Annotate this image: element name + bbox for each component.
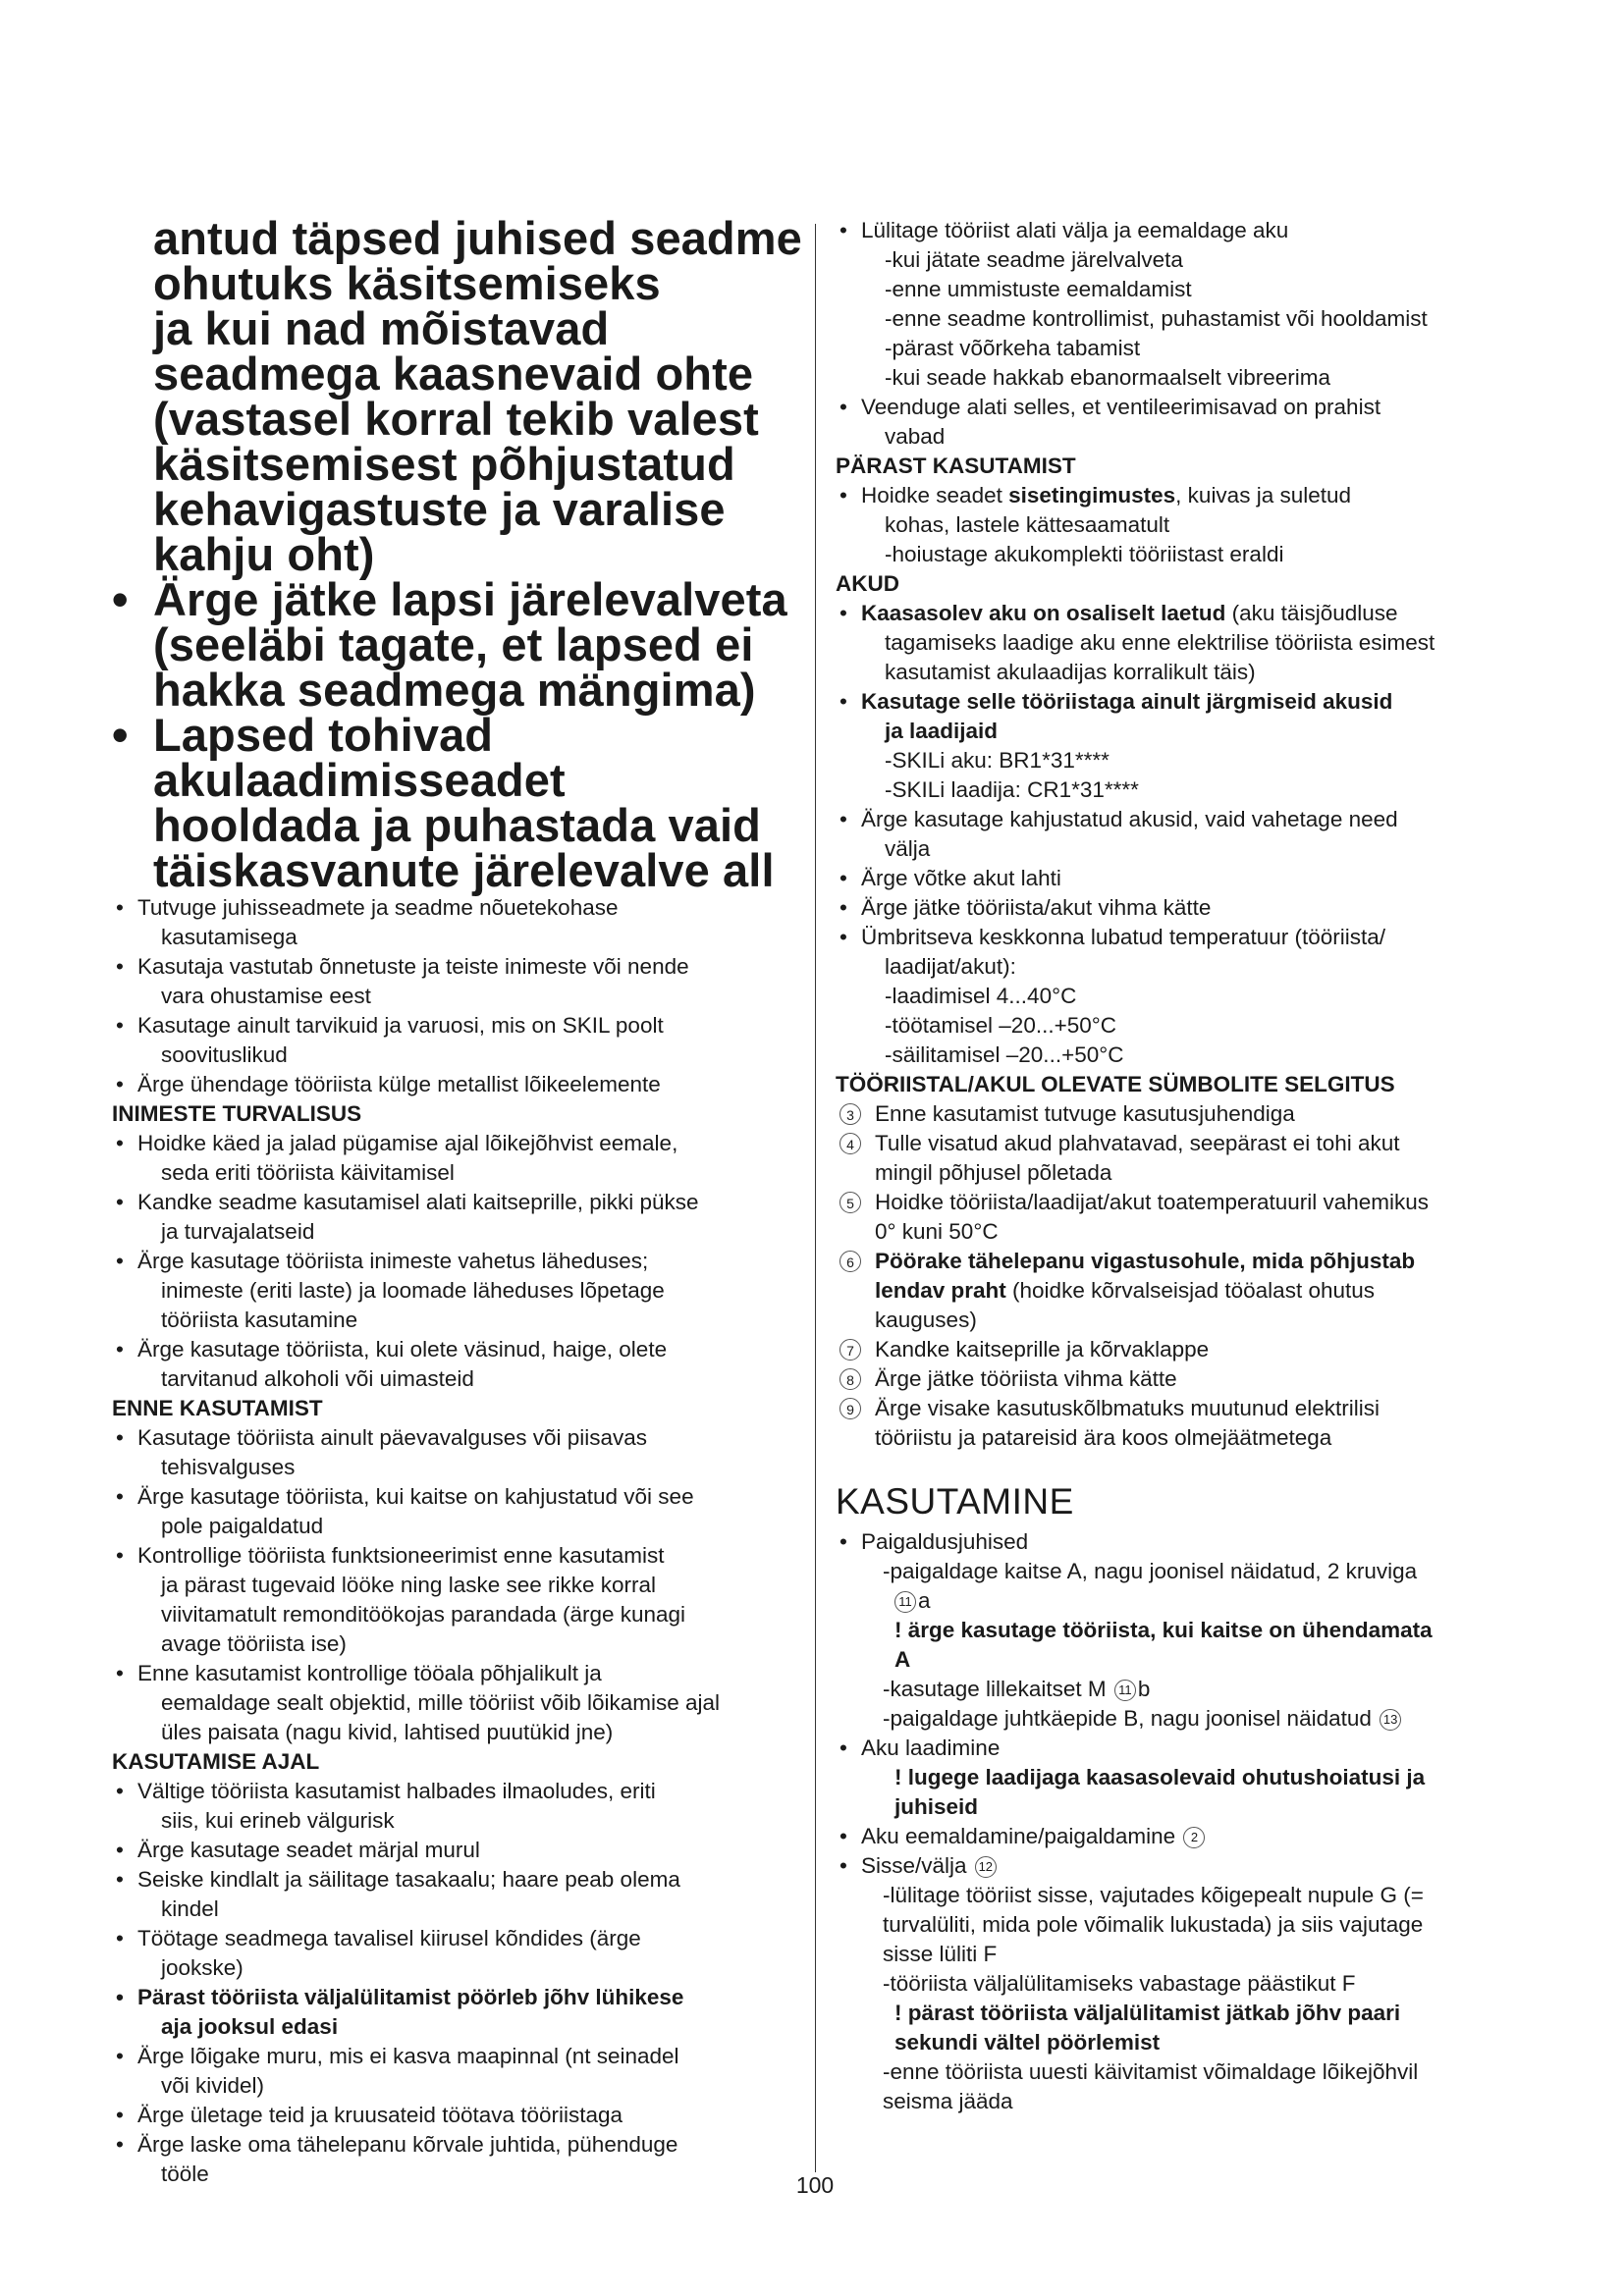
text-line: • Ärge kasutage kahjustatud akusid, vaid vahetage need bbox=[861, 807, 1398, 831]
section-heading: AKUD bbox=[836, 571, 899, 596]
text-line: (hoidke kõrvalseisjad tööalast ohutus bbox=[1005, 1278, 1375, 1303]
text-line: a bbox=[918, 1588, 931, 1613]
list-item bbox=[112, 1011, 805, 1070]
text-line: • Ärge lõigake muru, mis ei kasva maapinnal (nt seinadel bbox=[137, 2044, 679, 2068]
text-line: • Ärge kasutage tööriista, kui olete väsinud, haige, olete bbox=[137, 1337, 668, 1362]
text-line: Tulle visatud akud plahvatavad, seepärast ei tohi akut bbox=[875, 1131, 1400, 1155]
text-line: • Ärge kasutage tööriista inimeste vahetus läheduses; bbox=[137, 1249, 649, 1273]
text-line: • Kandke seadme kasutamisel alati kaitseprille, pikki pükse bbox=[137, 1190, 699, 1214]
text-line: seisma jääda bbox=[883, 2089, 1013, 2113]
text-line: • Veenduge alati selles, et ventileerimisavad on prahist bbox=[861, 395, 1381, 419]
text-line: • Ärge jätke lapsi järelevalveta bbox=[153, 573, 787, 625]
text-line: aja jooksul edasi bbox=[161, 2014, 339, 2039]
list-item bbox=[836, 805, 1528, 864]
text-line bbox=[836, 1586, 1528, 1616]
symbol-item bbox=[836, 1335, 1528, 1364]
text-line: sisetingimustes bbox=[1008, 483, 1176, 507]
text-line: Aku eemaldamine/paigaldamine bbox=[861, 1824, 1182, 1848]
text-line: • Kasutage ainult tarvikuid ja varuosi, mis on SKIL poolt bbox=[137, 1013, 664, 1038]
text-line: ja laadijaid bbox=[885, 719, 999, 743]
text-line: antud täpsed juhised seadme bbox=[153, 212, 802, 264]
list-item bbox=[836, 1734, 1528, 1763]
large-bullet bbox=[112, 709, 805, 896]
text-line: seadmega kaasnevaid ohte bbox=[153, 347, 754, 400]
list-item bbox=[836, 216, 1528, 393]
text-line: sisse lüliti F bbox=[883, 1942, 998, 1966]
section-heading: INIMESTE TURVALISUS bbox=[112, 1101, 362, 1126]
text-line: -SKILi aku: BR1*31**** bbox=[885, 748, 1110, 773]
text-line: -lülitage tööriist sisse, vajutades kõigepealt nupule G (= bbox=[883, 1883, 1424, 1907]
text-line: -enne tööriista uuesti käivitamist võimaldage lõikejõhvil bbox=[883, 2059, 1419, 2084]
text-line: -töötamisel –20...+50°C bbox=[885, 1013, 1116, 1038]
circled-number-icon: 12 bbox=[975, 1856, 997, 1878]
list-item bbox=[112, 1423, 805, 1482]
text-line: • Seiske kindlalt ja säilitage tasakaalu; haare peab olema bbox=[137, 1867, 680, 1892]
text-line: -kui jätate seadme järelvalveta bbox=[885, 247, 1183, 272]
list-item bbox=[112, 1070, 805, 1099]
text-line: • Ärge kasutage seadet märjal murul bbox=[137, 1838, 480, 1862]
list-item bbox=[112, 2042, 805, 2101]
symbol-item bbox=[836, 1188, 1528, 1247]
text-line bbox=[836, 1675, 1528, 1704]
text-line: (vastasel korral tekib valest bbox=[153, 393, 759, 445]
text-line: 0° kuni 50°C bbox=[875, 1219, 999, 1244]
text-line bbox=[861, 1851, 1528, 1881]
text-line: • Ärge jätke tööriista/akut vihma kätte bbox=[861, 895, 1212, 920]
left-column bbox=[112, 212, 805, 2189]
circled-number-icon: 7 bbox=[839, 1339, 861, 1361]
text-line: Pöörake tähelepanu vigastusohule, mida põhjustab bbox=[875, 1249, 1416, 1273]
text-line: -enne seadme kontrollimist, puhastamist või hooldamist bbox=[885, 306, 1428, 331]
text-line: -kui seade hakkab ebanormaalselt vibreerima bbox=[885, 365, 1330, 390]
text-line: • Ärge kasutage tööriista, kui kaitse on kahjustatud või see bbox=[137, 1484, 694, 1509]
text-line: tehisvalguses bbox=[161, 1455, 296, 1479]
list-item bbox=[112, 952, 805, 1011]
section-heading: PÄRAST KASUTAMIST bbox=[836, 454, 1076, 478]
list-item bbox=[836, 687, 1528, 805]
text-line: Hoidke tööriista/laadijat/akut toatemperatuuril vahemikus bbox=[875, 1190, 1430, 1214]
text-line: Enne kasutamist tutvuge kasutusjuhendiga bbox=[875, 1101, 1295, 1126]
text-line: A bbox=[894, 1647, 911, 1672]
text-line bbox=[875, 1276, 1528, 1306]
text-line: hooldada ja puhastada vaid bbox=[153, 799, 761, 851]
list-item bbox=[836, 393, 1528, 452]
symbol-item bbox=[836, 1394, 1528, 1453]
text-line: avage tööriista ise) bbox=[161, 1631, 347, 1656]
text-line: juhiseid bbox=[894, 1794, 979, 1819]
safety-list bbox=[112, 893, 805, 2189]
text-line: • Töötage seadmega tavalisel kiirusel kõndides (ärge bbox=[137, 1926, 641, 1950]
text-line: ohutuks käsitsemiseks bbox=[153, 257, 661, 309]
text-line: kehavigastuste ja varalise bbox=[153, 483, 726, 535]
text-line: käsitsemisest põhjustatud bbox=[153, 438, 735, 490]
text-line: • Kasutage selle tööriistaga ainult järgmiseid akusid bbox=[861, 689, 1393, 714]
text-line: turvalüliti, mida pole võimalik lukustada) ja siis vajutage bbox=[883, 1912, 1424, 1937]
text-line: • Ärge ületage teid ja kruusateid töötava tööriistaga bbox=[137, 2103, 623, 2127]
text-line bbox=[836, 1704, 1528, 1734]
text-line: Ärge visake kasutuskõlbmatuks muutunud elektrilisi bbox=[875, 1396, 1380, 1420]
text-line: seda eriti tööriista käivitamisel bbox=[161, 1160, 455, 1185]
list-item bbox=[836, 1527, 1528, 1557]
text-line: välja bbox=[885, 836, 931, 861]
circled-number-icon: 4 bbox=[839, 1133, 861, 1154]
list-item bbox=[836, 893, 1528, 923]
list-item bbox=[112, 2130, 805, 2189]
text-line: ! pärast tööriista väljalülitamist jätkab jõhv paari bbox=[894, 2001, 1401, 2025]
text-line: , kuivas ja suletud bbox=[1175, 483, 1352, 507]
text-line: • Kontrollige tööriista funktsioneerimist enne kasutamist bbox=[137, 1543, 665, 1568]
list-item bbox=[112, 2101, 805, 2130]
text-line: kahju oht) bbox=[153, 528, 375, 580]
text-line: mingil põhjusel põletada bbox=[875, 1160, 1112, 1185]
text-line: ja kui nad mõistavad bbox=[153, 302, 610, 354]
text-line bbox=[861, 599, 1528, 628]
list-item bbox=[836, 923, 1528, 1070]
symbol-item bbox=[836, 1364, 1528, 1394]
text-line: -SKILi laadija: CR1*31**** bbox=[885, 777, 1139, 802]
text-line: kindel bbox=[161, 1896, 219, 1921]
text-line: • Kasutage tööriista ainult päevavalguses või piisavas bbox=[137, 1425, 648, 1450]
text-line: -enne ummistuste eemaldamist bbox=[885, 277, 1192, 301]
section-heading: KASUTAMISE AJAL bbox=[112, 1749, 320, 1774]
circled-number-icon: 11 bbox=[1114, 1680, 1136, 1701]
text-line: • Lülitage tööriist alati välja ja eemaldage aku bbox=[861, 218, 1289, 242]
list-item bbox=[836, 1822, 1528, 1851]
text-line: või kividel) bbox=[161, 2073, 265, 2098]
text-line: -laadimisel 4...40°C bbox=[885, 984, 1077, 1008]
circled-number-icon: 6 bbox=[839, 1251, 861, 1272]
text-line: soovituslikud bbox=[161, 1042, 288, 1067]
circled-number-icon: 11 bbox=[894, 1591, 916, 1613]
text-line: sekundi vältel pöörlemist bbox=[894, 2030, 1161, 2055]
text-line: akulaadimisseadet bbox=[153, 754, 566, 806]
text-line: täiskasvanute järelevalve all bbox=[153, 844, 775, 896]
text-line: -tööriista väljalülitamiseks vabastage päästikut F bbox=[883, 1971, 1356, 1996]
text-line: ja turvajalatseid bbox=[161, 1219, 315, 1244]
list-item bbox=[836, 1851, 1528, 1881]
text-line: tagamiseks laadige aku enne elektrilise tööriista esimest bbox=[885, 630, 1435, 655]
text-line: Kandke kaitseprille ja kõrvaklappe bbox=[875, 1337, 1210, 1362]
text-line: kohas, lastele kättesaamatult bbox=[885, 512, 1170, 537]
text-line: • Aku laadimine bbox=[861, 1735, 1001, 1760]
section-heading: ENNE KASUTAMIST bbox=[112, 1396, 323, 1420]
page-number: 100 bbox=[795, 2172, 835, 2198]
text-line: viivitamatult remonditöökojas parandada (ärge kunagi bbox=[161, 1602, 686, 1627]
list-item bbox=[112, 1188, 805, 1247]
text-line: -paigaldage juhtkäepide B, nagu joonisel näidatud bbox=[883, 1706, 1379, 1731]
symbol-item bbox=[836, 1247, 1528, 1335]
list-item bbox=[112, 1541, 805, 1659]
text-line: kauguses) bbox=[875, 1308, 977, 1332]
text-line: (seeläbi tagate, et lapsed ei bbox=[153, 618, 754, 670]
list-item bbox=[836, 599, 1528, 687]
text-line: ! ärge kasutage tööriista, kui kaitse on ühendamata bbox=[894, 1618, 1433, 1642]
text-line: • Ärge võtke akut lahti bbox=[861, 866, 1061, 890]
list-item bbox=[112, 1335, 805, 1394]
text-line bbox=[861, 481, 1528, 510]
text-line: tööriistu ja patareisid ära koos olmejäätmetega bbox=[875, 1425, 1332, 1450]
circled-number-icon: 2 bbox=[1183, 1827, 1205, 1848]
text-line: Hoidke seadet bbox=[861, 483, 1009, 507]
text-line: • Kasutaja vastutab õnnetuste ja teiste inimeste või nende bbox=[137, 954, 689, 979]
text-line: tööle bbox=[161, 2162, 209, 2186]
text-line: kasutamist akulaadijas korralikult täis) bbox=[885, 660, 1256, 684]
text-line: • Ärge ühendage tööriista külge metallist lõikeelemente bbox=[137, 1072, 661, 1096]
circled-number-icon: 3 bbox=[839, 1103, 861, 1125]
list-item bbox=[112, 1659, 805, 1747]
text-line: -säilitamisel –20...+50°C bbox=[885, 1042, 1124, 1067]
text-line: Kaasasolev aku on osaliselt laetud bbox=[861, 601, 1226, 625]
text-line: • Vältige tööriista kasutamist halbades ilmaoludes, eriti bbox=[137, 1779, 656, 1803]
list-item bbox=[112, 1983, 805, 2042]
text-line: Sisse/välja bbox=[861, 1853, 973, 1878]
text-line: jookske) bbox=[161, 1955, 244, 1980]
text-line: tarvitanud alkoholi või uimasteid bbox=[161, 1366, 474, 1391]
text-line: • Tutvuge juhisseadmete ja seadme nõuetekohase bbox=[137, 895, 619, 920]
large-warning-block bbox=[112, 212, 805, 896]
text-line: eemaldage sealt objektid, mille tööriist võib lõikamise ajal bbox=[161, 1690, 721, 1715]
section-title: KASUTAMINE bbox=[836, 1481, 1074, 1522]
text-line: ! lugege laadijaga kaasasolevaid ohutushoiatusi ja bbox=[894, 1765, 1426, 1789]
text-line: kasutamisega bbox=[161, 925, 298, 949]
text-line: • Hoidke käed ja jalad pügamise ajal lõikejõhvist eemale, bbox=[137, 1131, 678, 1155]
section-heading: TÖÖRIISTAL/AKUL OLEVATE SÜMBOLITE SELGITUS bbox=[836, 1072, 1395, 1096]
column-divider bbox=[815, 224, 816, 2172]
text-line: inimeste (eriti laste) ja loomade läheduses lõpetage bbox=[161, 1278, 665, 1303]
list-item bbox=[112, 1836, 805, 1865]
symbol-item bbox=[836, 1129, 1528, 1188]
text-line: vabad bbox=[885, 424, 946, 449]
list-item bbox=[112, 1777, 805, 1836]
large-bullet bbox=[112, 573, 805, 716]
circled-number-icon: 13 bbox=[1380, 1709, 1401, 1731]
list-item bbox=[112, 893, 805, 952]
text-line: (aku täisjõudluse bbox=[1225, 601, 1398, 625]
text-line: siis, kui erineb välgurisk bbox=[161, 1808, 395, 1833]
text-line: b bbox=[1137, 1677, 1151, 1701]
text-line: ja pärast tugevaid lööke ning laske see rikke korral bbox=[161, 1573, 657, 1597]
text-line: üles paisata (nagu kivid, lahtised puutükid jne) bbox=[161, 1720, 614, 1744]
text-line bbox=[861, 1822, 1528, 1851]
circled-number-icon: 5 bbox=[839, 1192, 861, 1213]
list-item bbox=[112, 1129, 805, 1188]
text-line: hakka seadmega mängima) bbox=[153, 664, 756, 716]
text-line: • Ärge laske oma tähelepanu kõrvale juhtida, pühenduge bbox=[137, 2132, 678, 2157]
text-line: • Lapsed tohivad bbox=[153, 709, 494, 761]
list-item bbox=[836, 864, 1528, 893]
text-line: • Enne kasutamist kontrollige tööala põhjalikult ja bbox=[137, 1661, 602, 1685]
text-line: • Pärast tööriista väljalülitamist pöörleb jõhv lühikese bbox=[137, 1985, 684, 2009]
circled-number-icon: 8 bbox=[839, 1368, 861, 1390]
text-line: pole paigaldatud bbox=[161, 1514, 324, 1538]
list-item bbox=[112, 1247, 805, 1335]
text-line: vara ohustamise eest bbox=[161, 984, 371, 1008]
list-item bbox=[836, 481, 1528, 569]
text-line: tööriista kasutamine bbox=[161, 1308, 358, 1332]
text-line: -pärast võõrkeha tabamist bbox=[885, 336, 1141, 360]
text-line: lendav praht bbox=[875, 1278, 1006, 1303]
list-item bbox=[112, 1865, 805, 1924]
text-line: • Paigaldusjuhised bbox=[861, 1529, 1029, 1554]
circled-number-icon: 9 bbox=[839, 1398, 861, 1419]
text-line: • Ümbritseva keskkonna lubatud temperatuur (tööriista/ bbox=[861, 925, 1386, 949]
right-column bbox=[836, 216, 1528, 2116]
text-line: -kasutage lillekaitset M bbox=[883, 1677, 1112, 1701]
symbol-item bbox=[836, 1099, 1528, 1129]
text-line: -hoiustage akukomplekti tööriistast eraldi bbox=[885, 542, 1284, 566]
list-item bbox=[112, 1924, 805, 1983]
text-line: Ärge jätke tööriista vihma kätte bbox=[875, 1366, 1177, 1391]
list-item bbox=[112, 1482, 805, 1541]
text-line: -paigaldage kaitse A, nagu joonisel näidatud, 2 kruviga bbox=[883, 1559, 1418, 1583]
text-line: laadijat/akut): bbox=[885, 954, 1016, 979]
